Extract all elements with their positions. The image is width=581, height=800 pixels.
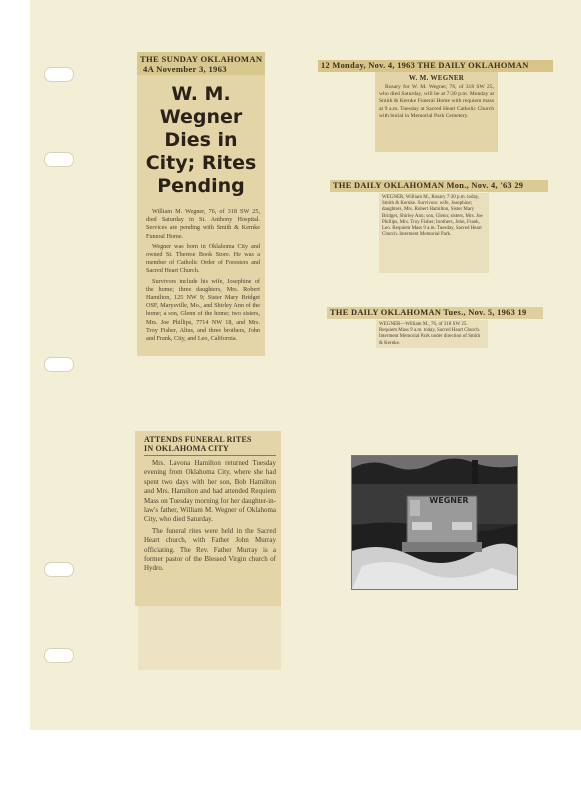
death-notice-clipping bbox=[376, 320, 488, 348]
clipping-headline: IN OKLAHOMA CITY bbox=[144, 444, 229, 453]
obituary-headline: W. M. Wegner Dies in City; Rites Pending bbox=[145, 83, 257, 197]
clipping-masthead: THE DAILY OKLAHOMAN Mon., Nov. 4, '63 29 bbox=[333, 181, 524, 190]
notice-text: WEGNER, William M., Rosary 7:30 p.m. today, Smith & Kernke. Survivors: wife, Josephine; daughters, Mrs. Robert Hamilton, Sister Mary Bridget, Shirley Ann; son, Glenn; sisters, Mrs. Joe Phillips, Mrs. Troy Fisher; brothers, John, Frank, Leo. Requiem Mass 9 a.m. Tuesday, Sacred Heart Church. Interment Memorial Park. bbox=[382, 195, 483, 238]
divider bbox=[144, 455, 276, 456]
headstone-photo bbox=[351, 455, 518, 590]
obituary-clipping bbox=[137, 52, 265, 356]
binder-hole bbox=[44, 562, 74, 577]
clipping-paragraph: Mrs. Lavona Hamilton returned Tuesday evening from Oklahoma City, where she had spent two days with her son, Bob Hamilton and Mrs. Hamilton and had attended Requiem Mass on Tuesday morning for her daughter-in-law's father, William M. Wegner of Oklahoma City, who died Saturday. bbox=[144, 459, 276, 524]
binder-hole bbox=[44, 67, 74, 82]
obituary-paragraph: Wegner was born in Oklahoma City and owned St. Therese Book Store. He was a member of Catholic Order of Foresters and Sacred Heart Church. bbox=[146, 242, 260, 275]
clipping-paragraph: The funeral rites were held in the Sacred Heart church, with Father John Murray officiating. The Rev. Father Murray is a former pastor of the Blessed Virgin church of Hydro. bbox=[144, 526, 276, 573]
clipping-masthead: THE SUNDAY OKLAHOMAN bbox=[140, 54, 263, 64]
binder-hole bbox=[44, 357, 74, 372]
obituary-paragraph: Survivors include his wife, Josephine of the home; three daughters, Mrs. Robert Hamilton, 125 NW 9; Sister Mary Bridget OSF, Marysville, Mo., and Shirley Ann of the home; a son, Glenn of the home; two sisters, Mrs. Joe Phillips, 7714 NW 18, and Mrs. Troy Fisher, Altus, and three brothers, John and Frank, City, and Leo, California. bbox=[146, 277, 260, 343]
clipping-headline: ATTENDS FUNERAL RITES bbox=[144, 435, 252, 444]
clipping-blank-area bbox=[138, 606, 281, 670]
masthead-strip bbox=[318, 60, 553, 72]
headstone-photo-image bbox=[352, 456, 517, 589]
notice-name: W. M. WEGNER bbox=[408, 74, 465, 82]
clipping-masthead: 12 Monday, Nov. 4, 1963 THE DAILY OKLAHOMAN bbox=[321, 61, 529, 70]
funeral-notice-clipping bbox=[375, 72, 498, 152]
binder-hole bbox=[44, 152, 74, 167]
clipping-dateline: 4A November 3, 1963 bbox=[143, 64, 227, 74]
scrapbook-page bbox=[30, 0, 581, 730]
headstone-inscription: WEGNER bbox=[429, 496, 469, 505]
attends-rites-clipping bbox=[135, 431, 281, 606]
death-notice-clipping bbox=[379, 193, 489, 273]
clipping-masthead: THE DAILY OKLAHOMAN Tues., Nov. 5, 1963 19 bbox=[330, 308, 527, 317]
masthead-strip bbox=[327, 307, 543, 319]
masthead-strip bbox=[330, 180, 548, 192]
notice-text: Rosary for W. M. Wegner, 76, of 318 SW 25, who died Saturday, will be at 7:30 p.m. Monday at Smith & Kernke Funeral Home with requiem mass at 9 a.m. Tuesday at Sacred Heart Catholic Church with burial in Memorial Park Cemetery. bbox=[379, 84, 494, 119]
notice-text: WEGNER—William M., 76, of 318 SW 25. Requiem Mass 9 a.m. today, Sacred Heart Church. Interment Memorial Park under direction of Smith & Kernke. bbox=[379, 322, 481, 346]
obituary-paragraph: William M. Wegner, 76, of 318 SW 25, died Saturday in St. Anthony Hospital. Services are pending with Smith & Kernke Funeral Home. bbox=[146, 208, 260, 240]
binder-hole bbox=[44, 648, 74, 663]
